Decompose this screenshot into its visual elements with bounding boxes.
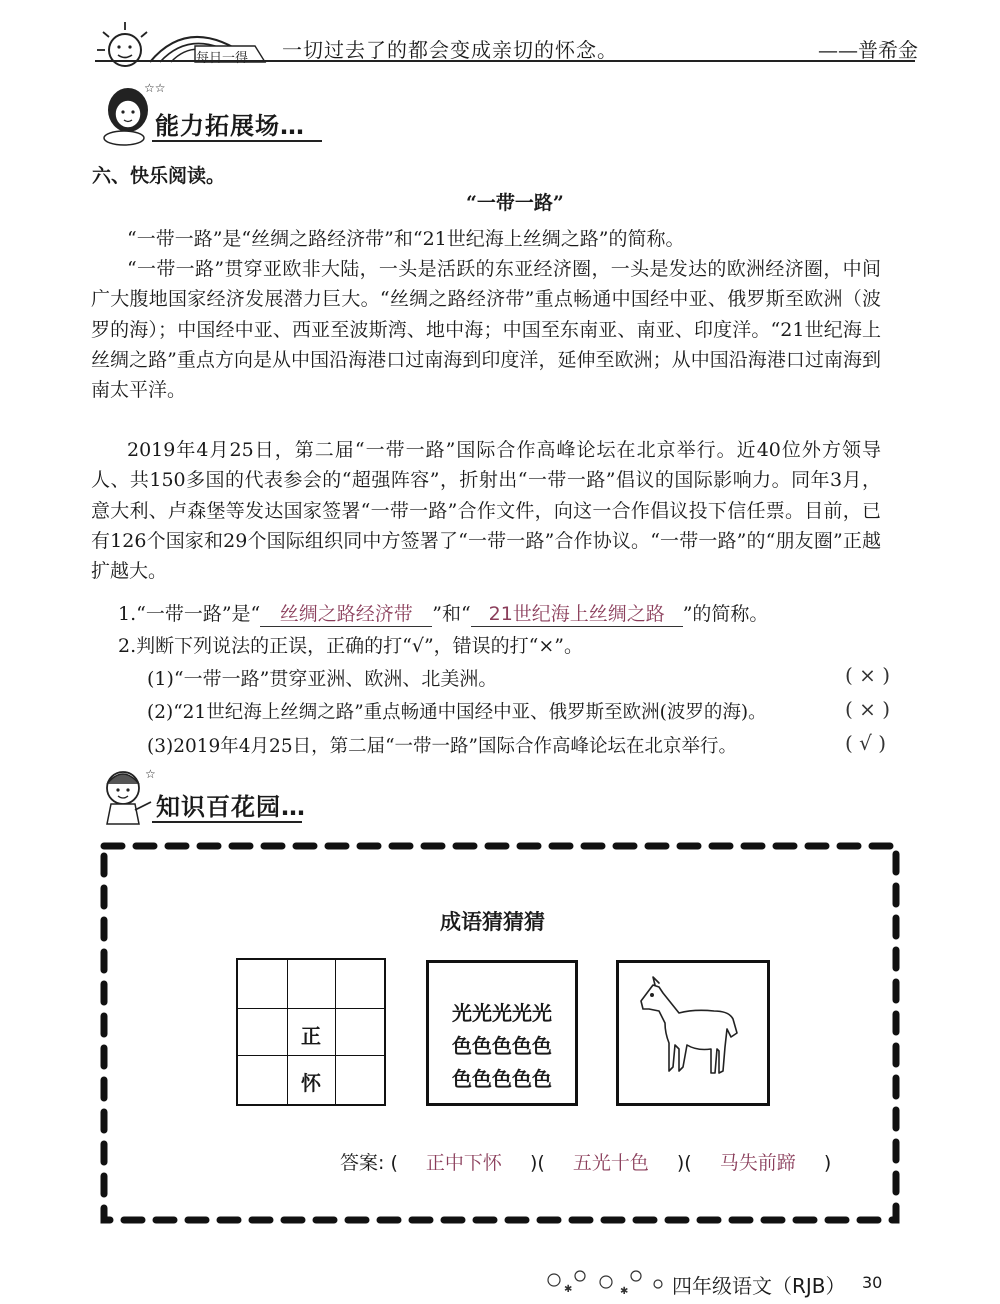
idiom-grid-puzzle — [236, 958, 386, 1106]
svg-text:☆: ☆ — [145, 767, 156, 781]
idiom-answer-row — [340, 1148, 831, 1175]
color-line-1: 光光光光光 — [452, 1001, 552, 1025]
section-title-underline — [152, 140, 322, 142]
answer-paren-mid-1: )( — [529, 1152, 545, 1174]
passage-paragraph-2: “一带一路”贯穿亚欧非大陆，一头是活跃的东亚经济圈，一头是发达的欧洲经济圈，中间广大腹地国家经济发展潜力巨大。“丝绸之路经济带”重点畅通中国经中亚、俄罗斯至欧洲（波罗的海）；中国经中亚、西亚至波斯湾、地中海；中国至东南亚、南亚、印度洋。“21世纪海上丝绸之路”重点方向是从中国沿海港口过南海到印度洋，延伸至欧洲；从中国沿海港口过南海到南太平洋。 — [91, 258, 881, 402]
passage-paragraph-1: “一带一路”是“丝绸之路经济带”和“21世纪海上丝绸之路”的简称。 — [127, 228, 685, 250]
sun-rainbow-icon — [95, 18, 285, 64]
q2-mark-1[interactable]: ( × ) — [845, 663, 891, 687]
horse-icon — [619, 963, 767, 1103]
page-number: 30 — [862, 1273, 883, 1292]
section-title-knowledge: 知识百花园… — [156, 793, 306, 821]
motto-author: ——普希金 — [818, 38, 918, 62]
q1-answer-1[interactable]: 丝绸之路经济带 — [260, 599, 432, 627]
idiom-title: 成语猜猜猜 — [440, 910, 545, 934]
q1-prefix: 1.“一带一路”是“ — [118, 603, 261, 625]
q2-item-2: (2)“21世纪海上丝绸之路”重点畅通中国经中亚、俄罗斯至欧洲(波罗的海)。 — [147, 702, 767, 723]
q1-middle: ”和“ — [432, 603, 471, 625]
idiom-color-puzzle — [426, 960, 578, 1106]
section-title-underline-2 — [152, 821, 302, 823]
answer-paren-open: ( — [390, 1152, 398, 1174]
answer-paren-close: ) — [823, 1152, 832, 1174]
section-title-ability: 能力拓展场… — [155, 112, 305, 140]
idiom-answer-3[interactable]: 马失前蹄 — [719, 1152, 796, 1174]
svg-text:✱: ✱ — [564, 1284, 573, 1295]
q1-answer-2[interactable]: 21世纪海上丝绸之路 — [471, 599, 683, 627]
question-heading: 六、快乐阅读。 — [92, 165, 226, 187]
girl-mascot-icon — [100, 80, 166, 146]
color-line-3: 色色色色色 — [452, 1067, 552, 1091]
grid-cell — [335, 1008, 384, 1056]
idiom-answer-1[interactable]: 正中下怀 — [425, 1152, 502, 1174]
question-2-prompt: 2.判断下列说法的正误，正确的打“√”，错误的打“×”。 — [118, 635, 584, 657]
color-line-2: 色色色色色 — [452, 1034, 552, 1058]
grid-cell — [287, 960, 336, 1009]
footer-flower-decoration-icon — [540, 1262, 670, 1298]
svg-text:☆☆: ☆☆ — [144, 81, 166, 95]
q2-mark-3[interactable]: ( √ ) — [845, 731, 887, 755]
passage-title: “一带一路” — [466, 192, 564, 214]
idiom-answer-2[interactable]: 五光十色 — [572, 1152, 649, 1174]
question-1 — [118, 599, 768, 627]
answer-label: 答案: — [340, 1152, 385, 1174]
answer-paren-mid-2: )( — [676, 1152, 692, 1174]
passage-paragraph-3: 2019年4月25日，第二届“一带一路”国际合作高峰论坛在北京举行。近40位外方领导人、共150多国的代表参会的“超强阵容”，折射出“一带一路”倡议的国际影响力。同年3月，意大利、卢森堡等发达国家签署“一带一路”合作文件，向这一合作倡议投下信任票。目前，已有126个国家和29个国际组织同中方签署了“一带一路”合作协议。“一带一路”的“朋友圈”正越扩越大。 — [91, 439, 881, 583]
grid-char-huai: 怀 — [301, 1071, 321, 1095]
grid-char-zheng: 正 — [301, 1024, 321, 1048]
idiom-horse-puzzle — [616, 960, 770, 1106]
q1-suffix: ”的简称。 — [682, 603, 769, 625]
boy-mascot-icon — [95, 764, 161, 828]
grid-cell — [238, 1055, 288, 1104]
q2-item-1: (1)“一带一路”贯穿亚洲、欧洲、北美洲。 — [147, 668, 498, 690]
q2-mark-2[interactable]: ( × ) — [845, 697, 891, 721]
daily-motto: 一切过去了的都会变成亲切的怀念。 — [282, 38, 618, 62]
grid-cell — [238, 960, 288, 1009]
svg-text:✱: ✱ — [620, 1286, 629, 1297]
grid-cell — [335, 960, 384, 1009]
footer-grade-label: 四年级语文（RJB） — [672, 1274, 846, 1298]
daily-tag: 每日一得 — [196, 51, 249, 66]
grid-cell — [238, 1008, 288, 1056]
q2-item-3: (3)2019年4月25日，第二届“一带一路”国际合作高峰论坛在北京举行。 — [147, 736, 738, 757]
